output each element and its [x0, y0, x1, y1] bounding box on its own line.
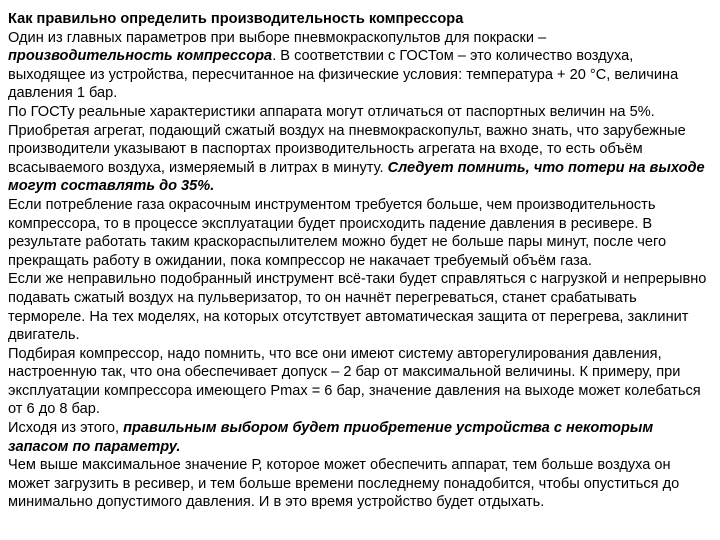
- paragraph-6: Подбирая компрессор, надо помнить, что все они имеют систему авторегулирования давления, настроенную так, что она обеспечивает допуск – 2 бар от максимальной величины. К примеру, при эксплуатации компрессора имеющего Pmax = 6 бар, значение давления на выходе может колебаться от 6 до 8 бар.: [8, 345, 701, 418]
- paragraph-1-text-a: Один из главных параметров при выборе пневмокраскопультов для покраски –: [8, 29, 547, 46]
- paragraph-1: [8, 29, 712, 103]
- paragraph-1-text-c: . В соответствии с ГОСТом – это количество воздуха, выходящее из устройства, пересчитанное на физические условия: температура + 20 °С, величина давления 1 бар.: [8, 48, 679, 102]
- paragraph-3-text-a: Приобретая агрегат, подающий сжатый воздух на пневмокраскопульт, важно знать, что зарубежные производители указывают в паспортах производительность агрегата на входе, то есть объём всасываемого воздуха, измеряемый в литрах в минуту.: [8, 122, 686, 176]
- paragraph-3-emphasis: Следует помнить, что потери на выходе могут составлять до 35%.: [8, 159, 705, 195]
- document-page: [8, 10, 712, 512]
- paragraph-2: По ГОСТу реальные характеристики аппарата могут отличаться от паспортных величин на 5%.: [8, 103, 655, 120]
- document-title: Как правильно определить производительность компрессора: [8, 11, 464, 27]
- paragraph-7: [8, 419, 712, 456]
- paragraph-5: Если же неправильно подобранный инструмент всё-таки будет справляться с нагрузкой и непрерывно подавать сжатый воздух на пульверизатор, то он начнёт перегреваться, станет срабатывать термореле. На тех моделях, на которых отсутствует автоматическая защита от перегрева, заклинит двигатель.: [8, 271, 707, 344]
- paragraph-3: [8, 122, 712, 196]
- paragraph-7-text-a: Исходя из этого,: [8, 420, 124, 437]
- paragraph-4: Если потребление газа окрасочным инструментом требуется больше, чем производительность компрессора, то в процессе эксплуатации будет происходить падение давления в ресивере. В результате работать таким краскораспылителем можно будет не больше пары минут, после чего прекращать работу в ожидании, пока компрессор не накачает требуемый объём газа.: [8, 196, 667, 269]
- paragraph-8: Чем выше максимальное значение Р, которое может обеспечить аппарат, тем больше воздуха он может загрузить в ресивер, и тем больше времени последнему понадобится, чтобы опуститься до минимально допустимого давления. И в это время устройство будет отдыхать.: [8, 457, 680, 511]
- paragraph-1-emphasis: производительность компрессора: [8, 48, 273, 65]
- paragraph-7-emphasis: правильным выбором будет приобретение устройства с некоторым запасом по параметру.: [8, 420, 654, 455]
